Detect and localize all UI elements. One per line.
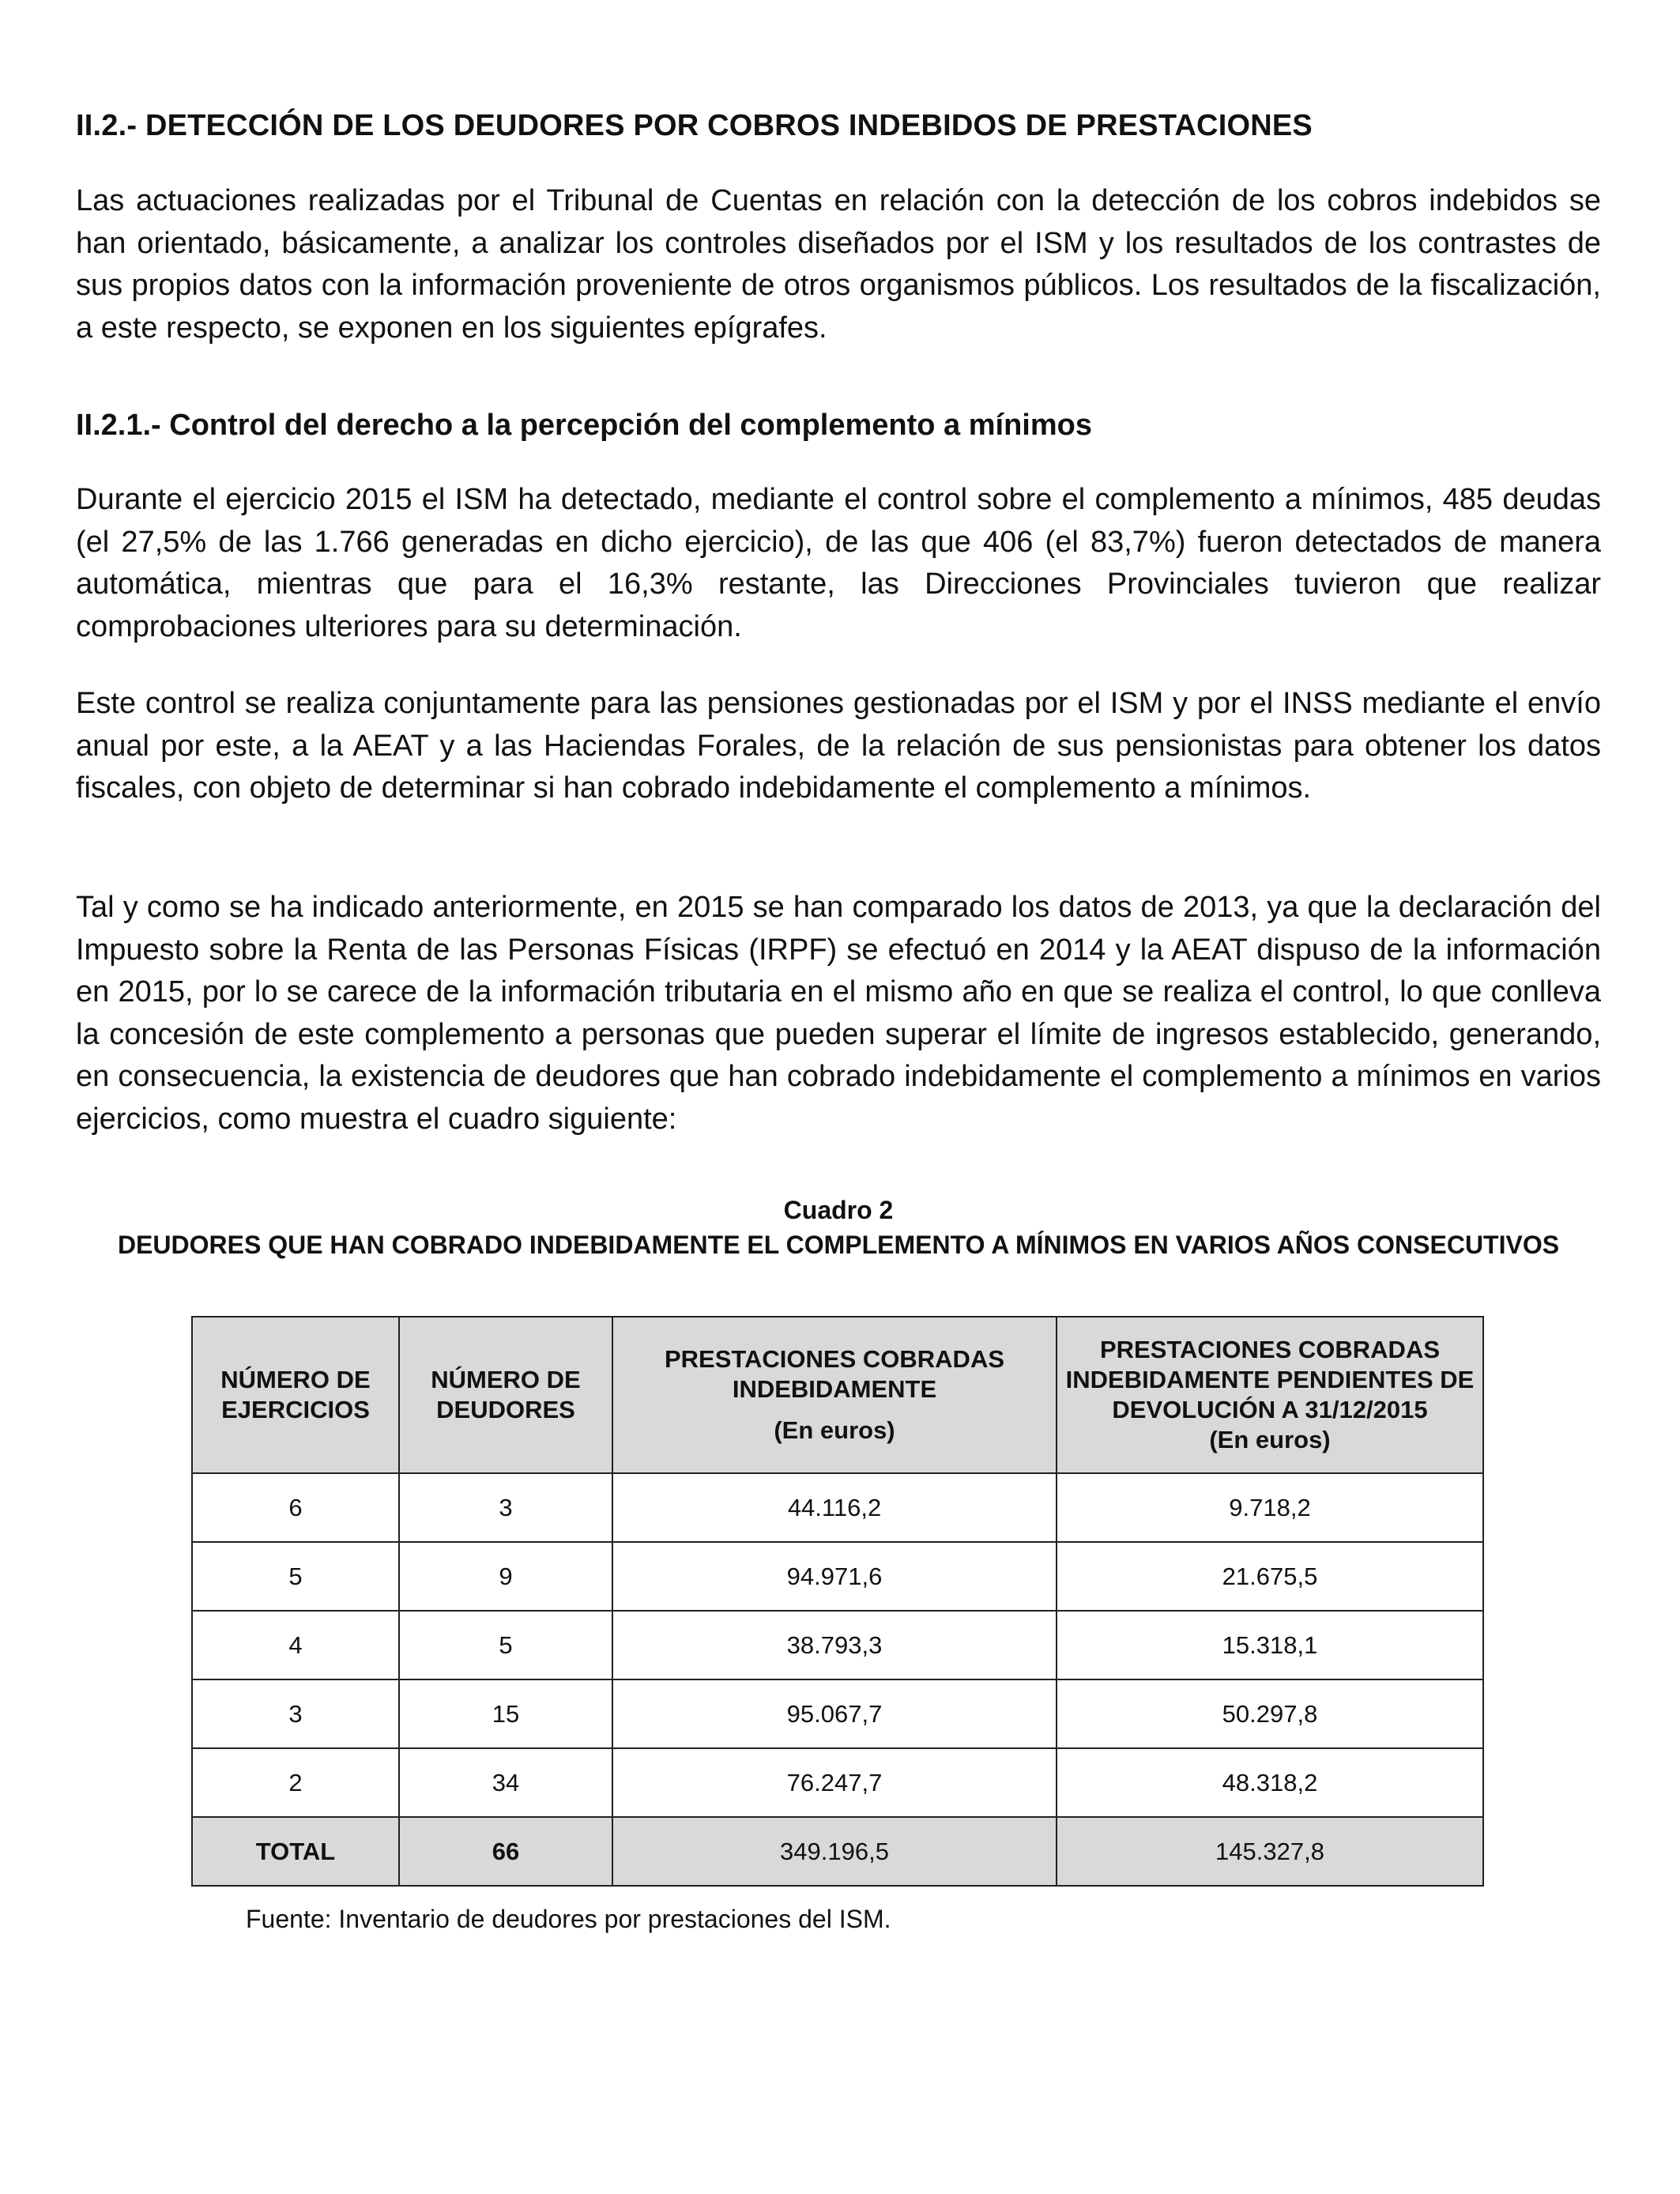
- table-row: [192, 1542, 1483, 1611]
- cell-deudores: 3: [399, 1473, 612, 1542]
- total-deudores: 66: [399, 1817, 612, 1886]
- cell-deudores: 5: [399, 1611, 612, 1679]
- cell-prestaciones: 76.247,7: [612, 1748, 1057, 1817]
- paragraph-2: Este control se realiza conjuntamente para las pensiones gestionadas por el ISM y por el INSS mediante el envío anual por este, a la AEAT y a las Haciendas Forales, de la relación de sus pensionistas para obtener los datos fiscales, con objeto de determinar si han cobrado indebidamente el complemento a mínimos.: [76, 687, 1601, 805]
- cell-prestaciones: 94.971,6: [612, 1542, 1057, 1611]
- cell-prestaciones: 95.067,7: [612, 1679, 1057, 1748]
- table-row: [192, 1748, 1483, 1817]
- header-num-deudores: NÚMERO DE DEUDORES: [399, 1317, 612, 1473]
- header-prestaciones-cobradas: PRESTACIONES COBRADAS INDEBIDAMENTE (En euros): [612, 1317, 1057, 1473]
- table-number: Cuadro 2: [783, 1196, 894, 1224]
- paragraph-1: Durante el ejercicio 2015 el ISM ha detectado, mediante el control sobre el complemento a mínimos, 485 deudas (el 27,5% de las 1.766 generadas en dicho ejercicio), de las que 406 (el 83,7%) fueron detectados de manera automática, mientras que para el 16,3% restante, las Direcciones Provinciales tuvieron que realizar comprobaciones ulteriores para su determinación.: [76, 483, 1601, 643]
- table-title: DEUDORES QUE HAN COBRADO INDEBIDAMENTE EL COMPLEMENTO A MÍNIMOS EN VARIOS AÑOS CONSECUTIVOS: [117, 1231, 1560, 1259]
- cell-deudores: 15: [399, 1679, 612, 1748]
- total-prestaciones: 349.196,5: [612, 1817, 1057, 1886]
- subsection-title: II.2.1.- Control del derecho a la percepción del complemento a mínimos: [76, 409, 1092, 442]
- cell-prestaciones: 44.116,2: [612, 1473, 1057, 1542]
- cell-pendientes: 21.675,5: [1057, 1542, 1483, 1611]
- cell-deudores: 34: [399, 1748, 612, 1817]
- cell-pendientes: 15.318,1: [1057, 1611, 1483, 1679]
- data-table: [191, 1316, 1484, 1887]
- section-title: II.2.- DETECCIÓN DE LOS DEUDORES POR COBROS INDEBIDOS DE PRESTACIONES: [76, 109, 1313, 142]
- intro-paragraph: Las actuaciones realizadas por el Tribunal de Cuentas en relación con la detección de los cobros indebidos se han orientado, básicamente, a analizar los controles diseñados por el ISM y los resultados de los contrastes de sus propios datos con la información proveniente de otros organismos públicos. Los resultados de la fiscalización, a este respecto, se exponen en los siguientes epígrafes.: [76, 184, 1601, 345]
- total-pendientes: 145.327,8: [1057, 1817, 1483, 1886]
- table-source: Fuente: Inventario de deudores por prestaciones del ISM.: [246, 1905, 891, 1933]
- total-label: TOTAL: [192, 1817, 399, 1886]
- cell-deudores: 9: [399, 1542, 612, 1611]
- cell-ejercicios: 5: [192, 1542, 399, 1611]
- table-row: [192, 1611, 1483, 1679]
- cell-pendientes: 50.297,8: [1057, 1679, 1483, 1748]
- cell-prestaciones: 38.793,3: [612, 1611, 1057, 1679]
- cell-ejercicios: 2: [192, 1748, 399, 1817]
- table-row: [192, 1679, 1483, 1748]
- table-header-row: [192, 1317, 1483, 1473]
- cell-ejercicios: 3: [192, 1679, 399, 1748]
- cell-ejercicios: 6: [192, 1473, 399, 1542]
- cell-ejercicios: 4: [192, 1611, 399, 1679]
- header-pendientes-devolucion: PRESTACIONES COBRADAS INDEBIDAMENTE PENDIENTES DE DEVOLUCIÓN A 31/12/2015 (En euros): [1057, 1317, 1483, 1473]
- paragraph-3: Tal y como se ha indicado anteriormente, en 2015 se han comparado los datos de 2013, ya que la declaración del Impuesto sobre la Renta de las Personas Físicas (IRPF) se efectuó en 2014 y la AEAT dispuso de la información en 2015, por lo se carece de la información tributaria en el mismo año en que se realiza el control, lo que conlleva la concesión de este complemento a personas que pueden superar el límite de ingresos establecido, generando, en consecuencia, la existencia de deudores que han cobrado indebidamente el complemento a mínimos en varios ejercicios, como muestra el cuadro siguiente:: [76, 891, 1601, 1136]
- header-num-ejercicios: NÚMERO DE EJERCICIOS: [192, 1317, 399, 1473]
- table-row: [192, 1473, 1483, 1542]
- cell-pendientes: 48.318,2: [1057, 1748, 1483, 1817]
- cell-pendientes: 9.718,2: [1057, 1473, 1483, 1542]
- header-unit: (En euros): [774, 1416, 895, 1444]
- header-unit: (En euros): [1209, 1426, 1331, 1453]
- table-total-row: [192, 1817, 1483, 1886]
